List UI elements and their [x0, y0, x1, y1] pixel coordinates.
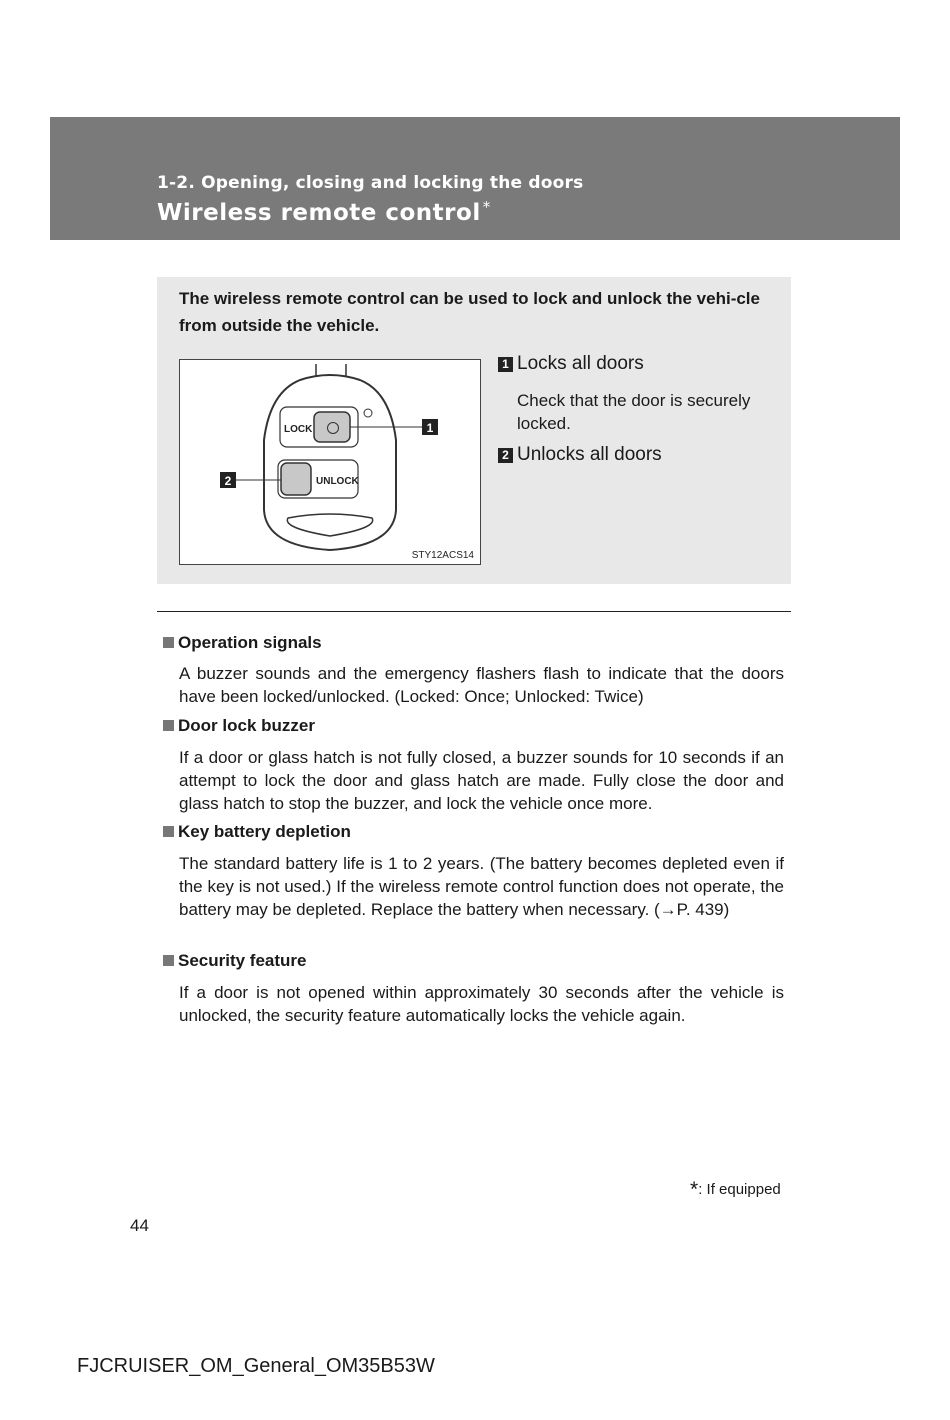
key-fob-illustration [179, 359, 481, 565]
callout-locks-label: Locks all doors [517, 353, 644, 374]
callout-unlocks-label: Unlocks all doors [517, 444, 662, 465]
heading-text: Key battery depletion [178, 822, 351, 841]
body-key-battery-depletion: The standard battery life is 1 to 2 years. (The battery becomes depleted even if the key is not used.) If the wireless remote control function does not operate, the battery may be depleted. Replace the battery when necessary. (→P. 439) [179, 854, 784, 919]
page-number: 44 [130, 1216, 149, 1235]
square-bullet-icon [163, 826, 174, 837]
section-label: 1-2. Opening, closing and locking the doors [157, 173, 584, 193]
square-bullet-icon [163, 955, 174, 966]
callout-badge-2: 2 [498, 448, 513, 463]
footnote-mark: * [690, 1178, 699, 1201]
body-door-lock-buzzer: If a door or glass hatch is not fully closed, a buzzer sounds for 10 seconds if an attempt to lock the door and glass hatch are made. Fully close the door and glass hatch to stop the buzzer, and lock the vehicle once more. [179, 748, 784, 813]
square-bullet-icon [163, 720, 174, 731]
body-security-feature: If a door is not opened within approximately 30 seconds after the vehicle is unlocked, the security feature automatically locks the vehicle again. [179, 983, 784, 1025]
callout-unlocks [498, 444, 662, 466]
heading-door-lock-buzzer [163, 716, 315, 736]
lock-button-label: LOCK [284, 424, 313, 435]
page-title [157, 200, 491, 226]
callout-locks [498, 353, 644, 375]
figure-badge-1: 1 [426, 421, 434, 435]
unlock-button-label: UNLOCK [316, 476, 359, 487]
if-equipped-mark: * [482, 198, 491, 216]
callout-badge-1: 1 [498, 357, 513, 372]
callout-locks-note: Check that the door is securely locked. [517, 391, 751, 433]
section-divider [157, 611, 791, 612]
heading-security-feature [163, 951, 307, 971]
body-operation-signals: A buzzer sounds and the emergency flashers flash to indicate that the doors have been locked/unlocked. (Locked: Once; Unlocked: Twice) [179, 664, 784, 706]
document-code: FJCRUISER_OM_General_OM35B53W [77, 1355, 435, 1377]
figure-code: STY12ACS14 [411, 550, 474, 561]
heading-text: Security feature [178, 951, 307, 970]
intro-text: The wireless remote control can be used to lock and unlock the vehi-cle from outside the vehicle. [179, 289, 760, 335]
heading-key-battery-depletion [163, 822, 351, 842]
heading-operation-signals [163, 633, 322, 653]
footnote-text: : If equipped [698, 1181, 781, 1198]
figure-badge-2: 2 [224, 474, 232, 488]
square-bullet-icon [163, 637, 174, 648]
footnote [690, 1178, 791, 1202]
heading-text: Operation signals [178, 633, 322, 652]
heading-text: Door lock buzzer [178, 716, 315, 735]
key-fob-drawing [180, 360, 480, 564]
page-title-text: Wireless remote control [157, 200, 481, 226]
